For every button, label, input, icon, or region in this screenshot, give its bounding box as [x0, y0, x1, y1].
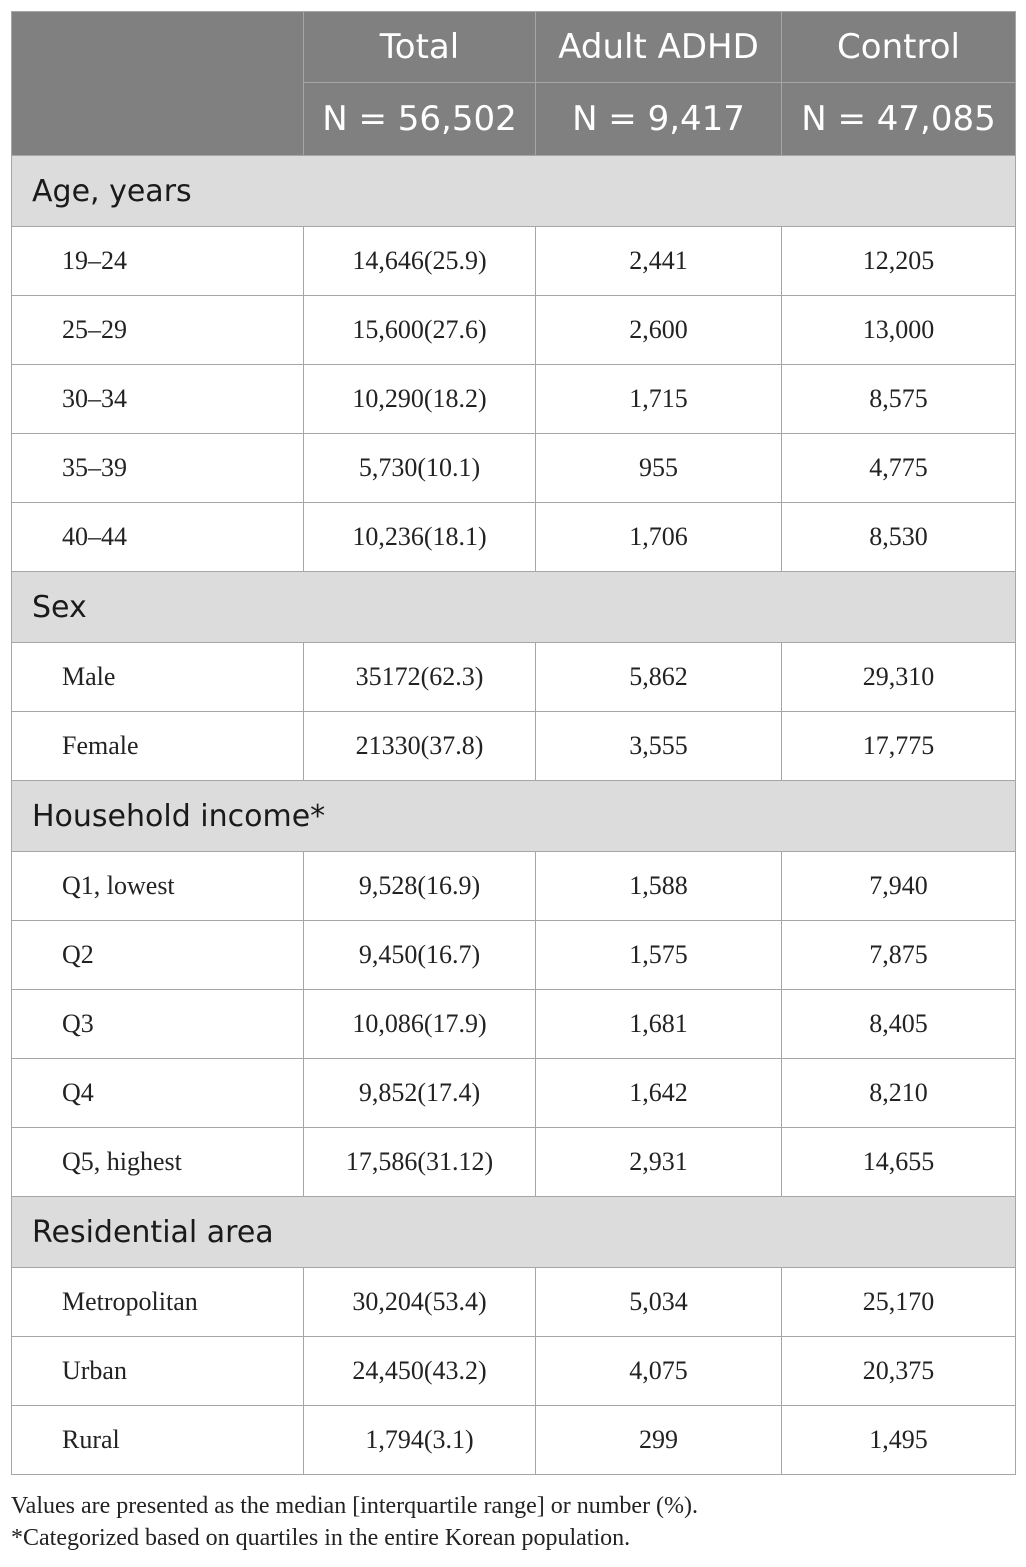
- cell-adhd: 1,575: [536, 921, 782, 990]
- table-row: [12, 1337, 1016, 1406]
- table-body: [12, 156, 1016, 1475]
- section-title: Age, years: [12, 156, 1016, 227]
- cell-total: 35172(62.3): [304, 643, 536, 712]
- cell-total: 10,290(18.2): [304, 365, 536, 434]
- table-container: [11, 11, 1015, 1475]
- cell-adhd: 1,588: [536, 852, 782, 921]
- cell-control: 8,405: [782, 990, 1016, 1059]
- cell-adhd: 1,681: [536, 990, 782, 1059]
- table-row: [12, 296, 1016, 365]
- cell-total: 5,730(10.1): [304, 434, 536, 503]
- cell-control: 8,210: [782, 1059, 1016, 1128]
- cell-control: 14,655: [782, 1128, 1016, 1197]
- cell-adhd: 1,715: [536, 365, 782, 434]
- cell-total: 9,450(16.7): [304, 921, 536, 990]
- row-label: Female: [12, 712, 304, 781]
- cell-adhd: 1,642: [536, 1059, 782, 1128]
- cell-control: 4,775: [782, 434, 1016, 503]
- header-control: Control: [782, 12, 1016, 83]
- cell-total: 9,852(17.4): [304, 1059, 536, 1128]
- cell-total: 9,528(16.9): [304, 852, 536, 921]
- cell-adhd: 4,075: [536, 1337, 782, 1406]
- table-row: [12, 1268, 1016, 1337]
- row-label: Q5, highest: [12, 1128, 304, 1197]
- cell-control: 20,375: [782, 1337, 1016, 1406]
- cell-control: 8,530: [782, 503, 1016, 572]
- header-total-count: N = 56,502: [304, 83, 536, 156]
- table-row: [12, 712, 1016, 781]
- cell-total: 21330(37.8): [304, 712, 536, 781]
- cell-adhd: 2,931: [536, 1128, 782, 1197]
- demographics-table: [11, 11, 1016, 1475]
- table-row: [12, 643, 1016, 712]
- cell-control: 13,000: [782, 296, 1016, 365]
- table-row: [12, 1059, 1016, 1128]
- cell-control: 29,310: [782, 643, 1016, 712]
- cell-control: 7,875: [782, 921, 1016, 990]
- footnote-income: *Categorized based on quartiles in the entire Korean population.: [11, 1525, 631, 1551]
- section-row-sex: [12, 572, 1016, 643]
- cell-control: 25,170: [782, 1268, 1016, 1337]
- row-label: Q3: [12, 990, 304, 1059]
- row-label: Q4: [12, 1059, 304, 1128]
- section-row-household-income: [12, 781, 1016, 852]
- table-footnotes: [11, 1490, 1015, 1554]
- cell-control: 17,775: [782, 712, 1016, 781]
- footnote-values: Values are presented as the median [interquartile range] or number (%).: [11, 1493, 699, 1519]
- table-row: [12, 1406, 1016, 1475]
- row-label: Rural: [12, 1406, 304, 1475]
- table-row: [12, 227, 1016, 296]
- row-label: 19–24: [12, 227, 304, 296]
- cell-adhd: 955: [536, 434, 782, 503]
- row-label: 30–34: [12, 365, 304, 434]
- cell-total: 24,450(43.2): [304, 1337, 536, 1406]
- header-total: Total: [304, 12, 536, 83]
- section-row-residential-area: [12, 1197, 1016, 1268]
- cell-total: 1,794(3.1): [304, 1406, 536, 1475]
- cell-adhd: 1,706: [536, 503, 782, 572]
- cell-total: 10,236(18.1): [304, 503, 536, 572]
- cell-adhd: 2,600: [536, 296, 782, 365]
- cell-adhd: 3,555: [536, 712, 782, 781]
- cell-total: 10,086(17.9): [304, 990, 536, 1059]
- header-corner: [12, 12, 304, 156]
- header-adhd-count: N = 9,417: [536, 83, 782, 156]
- cell-control: 1,495: [782, 1406, 1016, 1475]
- table-row: [12, 365, 1016, 434]
- header-row-columns: [12, 12, 1016, 83]
- table-row: [12, 1128, 1016, 1197]
- row-label: 40–44: [12, 503, 304, 572]
- cell-total: 30,204(53.4): [304, 1268, 536, 1337]
- cell-adhd: 2,441: [536, 227, 782, 296]
- table-row: [12, 921, 1016, 990]
- cell-total: 17,586(31.12): [304, 1128, 536, 1197]
- table-row: [12, 503, 1016, 572]
- row-label: 25–29: [12, 296, 304, 365]
- cell-control: 7,940: [782, 852, 1016, 921]
- table-row: [12, 852, 1016, 921]
- cell-control: 8,575: [782, 365, 1016, 434]
- cell-adhd: 5,034: [536, 1268, 782, 1337]
- header-adult-adhd: Adult ADHD: [536, 12, 782, 83]
- row-label: Male: [12, 643, 304, 712]
- header-control-count: N = 47,085: [782, 83, 1016, 156]
- section-row-age: [12, 156, 1016, 227]
- cell-control: 12,205: [782, 227, 1016, 296]
- section-title: Household income*: [12, 781, 1016, 852]
- row-label: 35–39: [12, 434, 304, 503]
- section-title: Residential area: [12, 1197, 1016, 1268]
- table-row: [12, 434, 1016, 503]
- cell-adhd: 299: [536, 1406, 782, 1475]
- cell-adhd: 5,862: [536, 643, 782, 712]
- cell-total: 14,646(25.9): [304, 227, 536, 296]
- cell-total: 15,600(27.6): [304, 296, 536, 365]
- table-row: [12, 990, 1016, 1059]
- row-label: Q1, lowest: [12, 852, 304, 921]
- section-title: Sex: [12, 572, 1016, 643]
- row-label: Q2: [12, 921, 304, 990]
- row-label: Metropolitan: [12, 1268, 304, 1337]
- row-label: Urban: [12, 1337, 304, 1406]
